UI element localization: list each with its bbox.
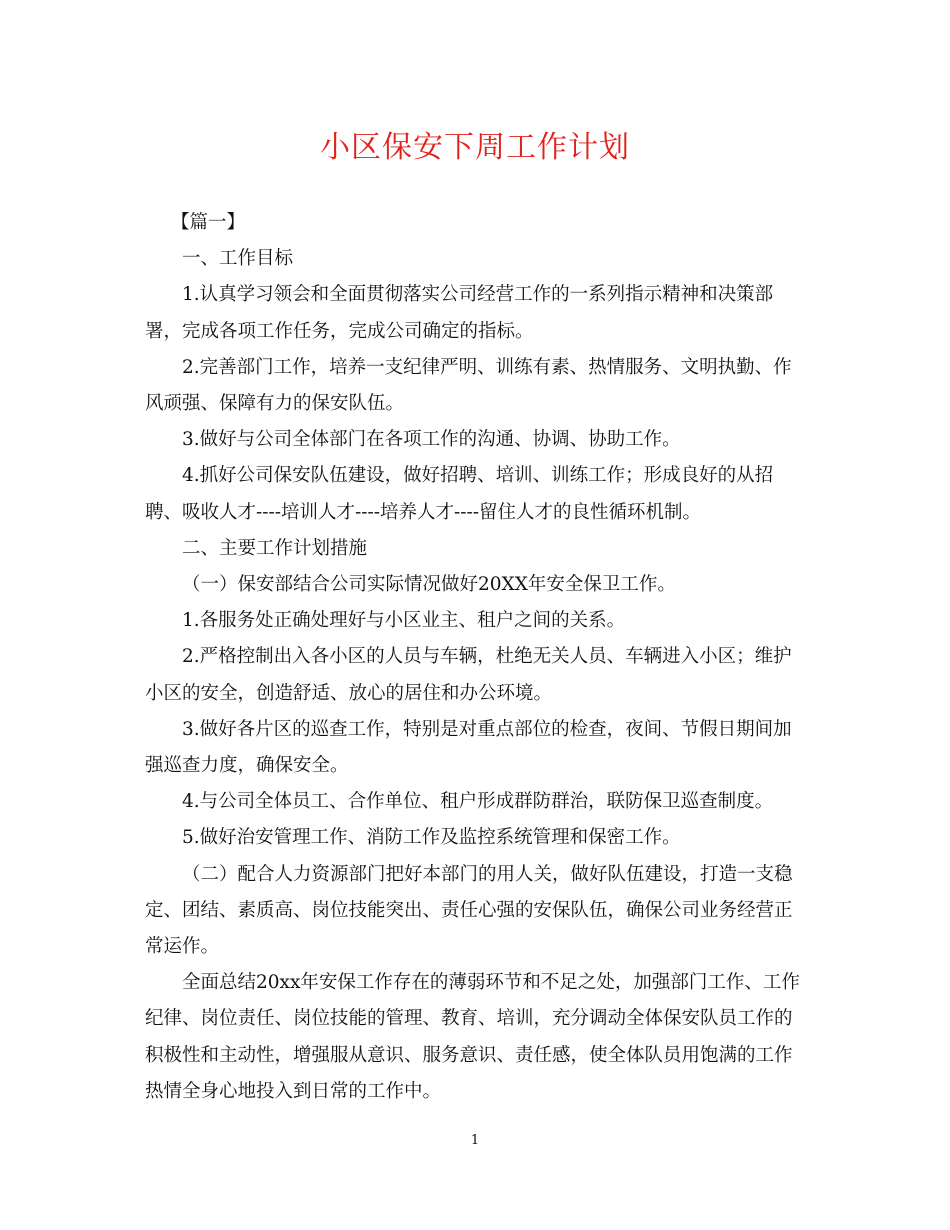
section-tag: 【篇一】 [171, 212, 246, 233]
page-number: 1 [470, 1133, 480, 1148]
subsection-heading: （一）保安部结合公司实际情况做好20XX年安全保卫工作。 [182, 574, 676, 596]
body-paragraph: 2.严格控制出入各小区的人员与车辆，杜绝无关人员、车辆进入小区；维护小区的安全，创造舒适、放心的居住和办公环境。 [145, 646, 792, 704]
body-paragraph: 5.做好治安管理工作、消防工作及监控系统管理和保密工作。 [182, 827, 681, 849]
body-paragraph: 4.与公司全体员工、合作单位、租户形成群防群治，联防保卫巡查制度。 [182, 791, 774, 813]
body-paragraph: 1.认真学习领会和全面贯彻落实公司经营工作的一系列指示精神和决策部署，完成各项工作任务，完成公司确定的指标。 [145, 284, 774, 342]
body-paragraph: 1.各服务处正确处理好与小区业主、租户之间的关系。 [182, 610, 626, 632]
section-heading: 二、主要工作计划措施 [182, 537, 368, 559]
body-paragraph: 3.做好各片区的巡查工作，特别是对重点部位的检查，夜间、节假日期间加强巡查力度，确保安全。 [145, 718, 792, 777]
document-body [145, 205, 805, 1110]
body-paragraph: 全面总结20xx年安保工作存在的薄弱环节和不足之处，加强部门工作、工作纪律、岗位责任、岗位技能的管理、教育、培训，充分调动全体保安队员工作的积极性和主动性，增强服从意识、服务意识、责任感，使全体队员用饱满的工作热情全身心地投入到日常的工作中。 [145, 972, 800, 1102]
body-paragraph: 2.完善部门工作，培养一支纪律严明、训练有素、热情服务、文明执勤、作风顽强、保障有力的保安队伍。 [145, 356, 792, 415]
body-paragraph: 3.做好与公司全体部门在各项工作的沟通、协调、协助工作。 [182, 429, 681, 451]
body-paragraph: 4.抓好公司保安队伍建设，做好招聘、培训、训练工作；形成良好的从招聘、吸收人才----培训人才----培养人才----留住人才的良性循环机制。 [145, 465, 774, 523]
subsection-paragraph: （二）配合人力资源部门把好本部门的用人关，做好队伍建设，打造一支稳定、团结、素质高、岗位技能突出、责任心强的安保队伍，确保公司业务经营正常运作。 [145, 863, 793, 958]
section-heading: 一、工作目标 [182, 248, 294, 270]
document-title: 小区保安下周工作计划 [320, 130, 630, 165]
